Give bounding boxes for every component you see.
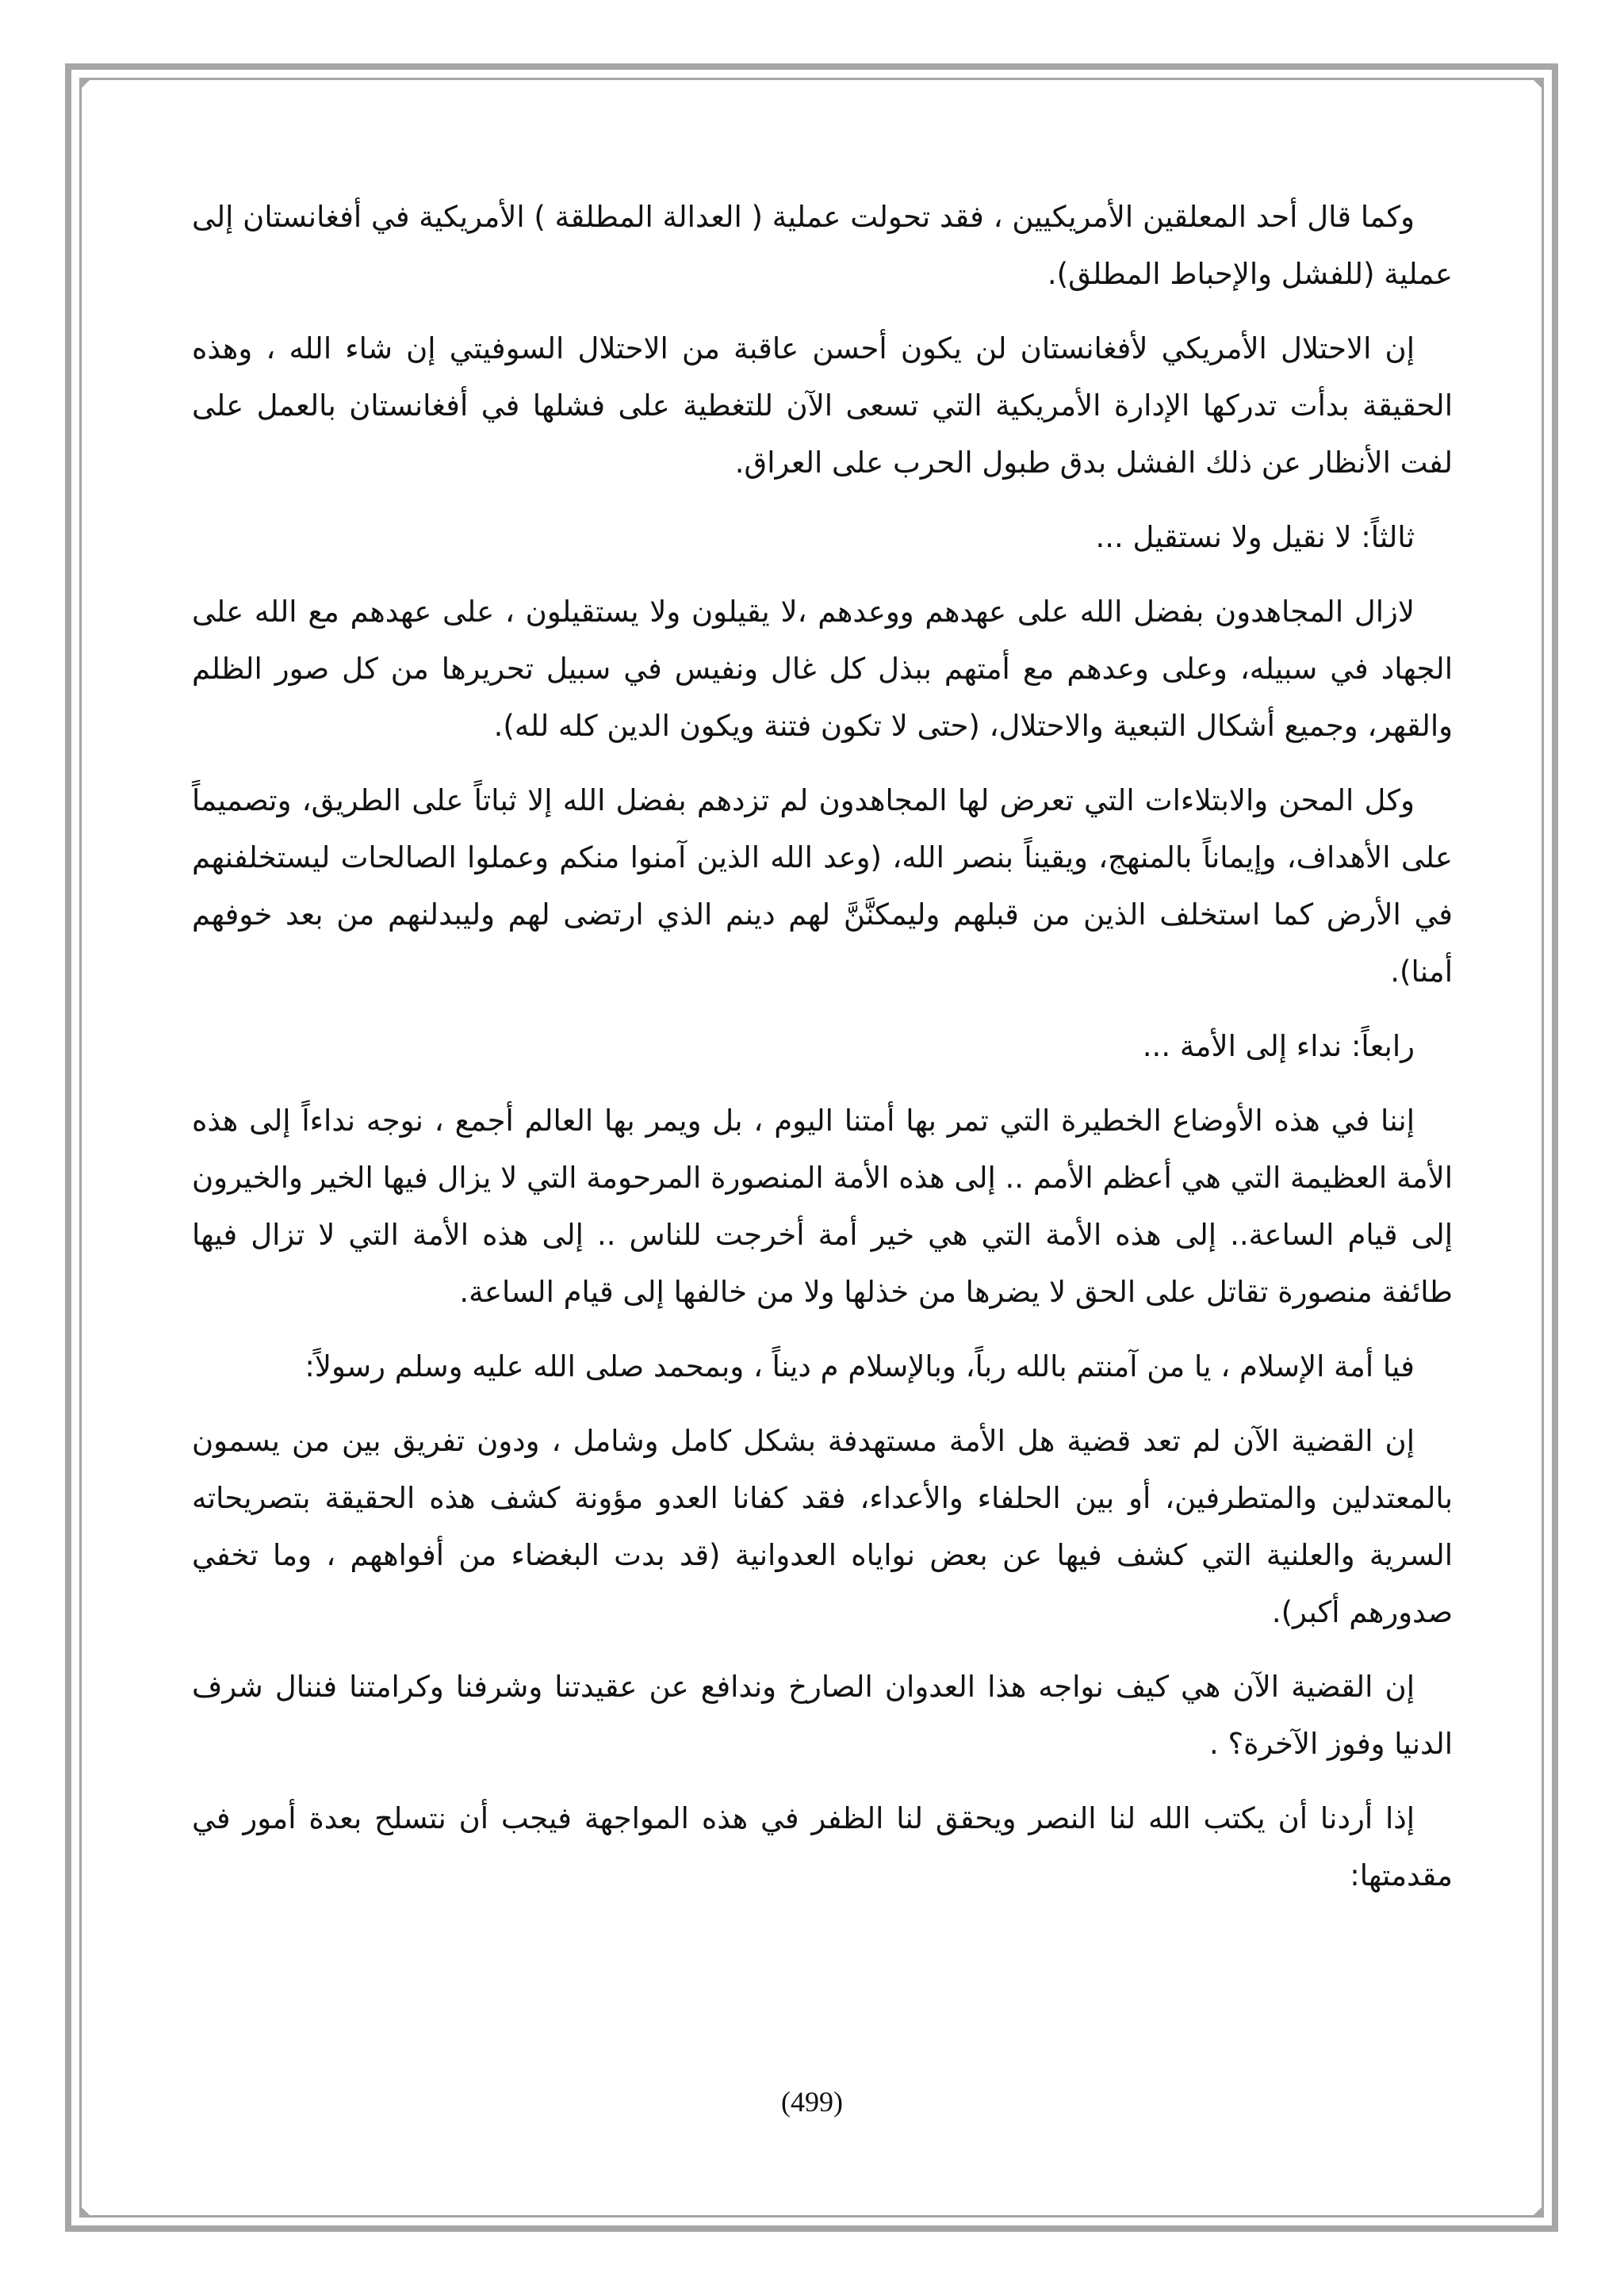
border-corner-ornament — [79, 2205, 92, 2218]
paragraph: وكل المحن والابتلاءات التي تعرض لها المجاهدون لم تزدهم بفضل الله إلا ثباتاً على الطريق، وتصميماً على الأهداف، وإيماناً بالمنهج، ويقيناً بنصر الله، (وعد الله الذين آمنوا منكم وعملوا الصالحات ليستخلفنهم في الأرض كما استخلف الذين من قبلهم وليمكنَّنَّ لهم دينم الذي ارتضى لهم وليبدلنهم من بعد خوفهم أمنا). — [192, 783, 1453, 989]
page-body — [192, 189, 1453, 1922]
border-corner-ornament — [1531, 78, 1544, 90]
page-number: (499) — [781, 2086, 843, 2118]
paragraph: إننا في هذه الأوضاع الخطيرة التي تمر بها أمتنا اليوم ، بل ويمر بها العالم أجمع ، نوجه نداءاً إلى هذه الأمة العظيمة التي هي أعظم الأمم .. إلى هذه الأمة المنصورة المرحومة التي لا يزال فيها الخير والخيرون إلى قيام الساعة.. إلى هذه الأمة التي هي خير أمة أخرجت للناس .. إلى هذه الأمة التي لا تزال فيها طائفة منصورة تقاتل على الحق لا يضرها من خذلها ولا من خالفها إلى قيام الساعة. — [192, 1104, 1453, 1309]
border-corner-ornament — [79, 78, 92, 90]
paragraph: إذا أردنا أن يكتب الله لنا النصر ويحقق لنا الظفر في هذه المواجهة فيجب أن نتسلح بعدة أمور في مقدمتها: — [192, 1801, 1453, 1892]
section-heading: رابعاً: نداء إلى الأمة ... — [1142, 1029, 1415, 1063]
section-heading: ثالثاً: لا نقيل ولا نستقيل ... — [1095, 520, 1415, 554]
paragraph: لازال المجاهدون بفضل الله على عهدهم ووعدهم ،لا يقيلون ولا يستقيلون ، على عهدهم مع الله على الجهاد في سبيله، وعلى وعدهم مع أمتهم ببذل كل غال ونفيس في سبيل تحريرها من كل صور الظلم والقهر، وجميع أشكال التبعية والاحتلال، (حتى لا تكون فتنة ويكون الدين كله لله). — [192, 595, 1453, 743]
paragraph: وكما قال أحد المعلقين الأمريكيين ، فقد تحولت عملية ( العدالة المطلقة ) الأمريكية في أفغانستان إلى عملية (للفشل والإحباط المطلق). — [192, 200, 1453, 291]
paragraph: فيا أمة الإسلام ، يا من آمنتم بالله رباً، وبالإسلام م ديناً ، وبمحمد صلى الله عليه وسلم رسولاً: — [304, 1349, 1415, 1383]
border-corner-ornament — [1531, 2205, 1544, 2218]
paragraph: إن القضية الآن هي كيف نواجه هذا العدوان الصارخ وندافع عن عقيدتنا وشرفنا وكرامتنا فننال شرف الدنيا وفوز الآخرة؟ . — [192, 1670, 1453, 1761]
paragraph: إن الاحتلال الأمريكي لأفغانستان لن يكون أحسن عاقبة من الاحتلال السوفيتي إن شاء الله ، وهذه الحقيقة بدأت تدركها الإدارة الأمريكية التي تسعى الآن للتغطية على فشلها في أفغانستان بالعمل على لفت الأنظار عن ذلك الفشل بدق طبول الحرب على العراق. — [192, 331, 1453, 480]
paragraph: إن القضية الآن لم تعد قضية هل الأمة مستهدفة بشكل كامل وشامل ، ودون تفريق بين من يسمون بالمعتدلين والمتطرفين، أو بين الحلفاء والأعداء، فقد كفانا العدو مؤونة كشف هذه الحقيقة بتصريحاته السرية والعلنية التي كشف فيها عن بعض نواياه العدوانية (قد بدت البغضاء من أفواههم ، وما تخفي صدورهم أكبر). — [192, 1424, 1453, 1629]
